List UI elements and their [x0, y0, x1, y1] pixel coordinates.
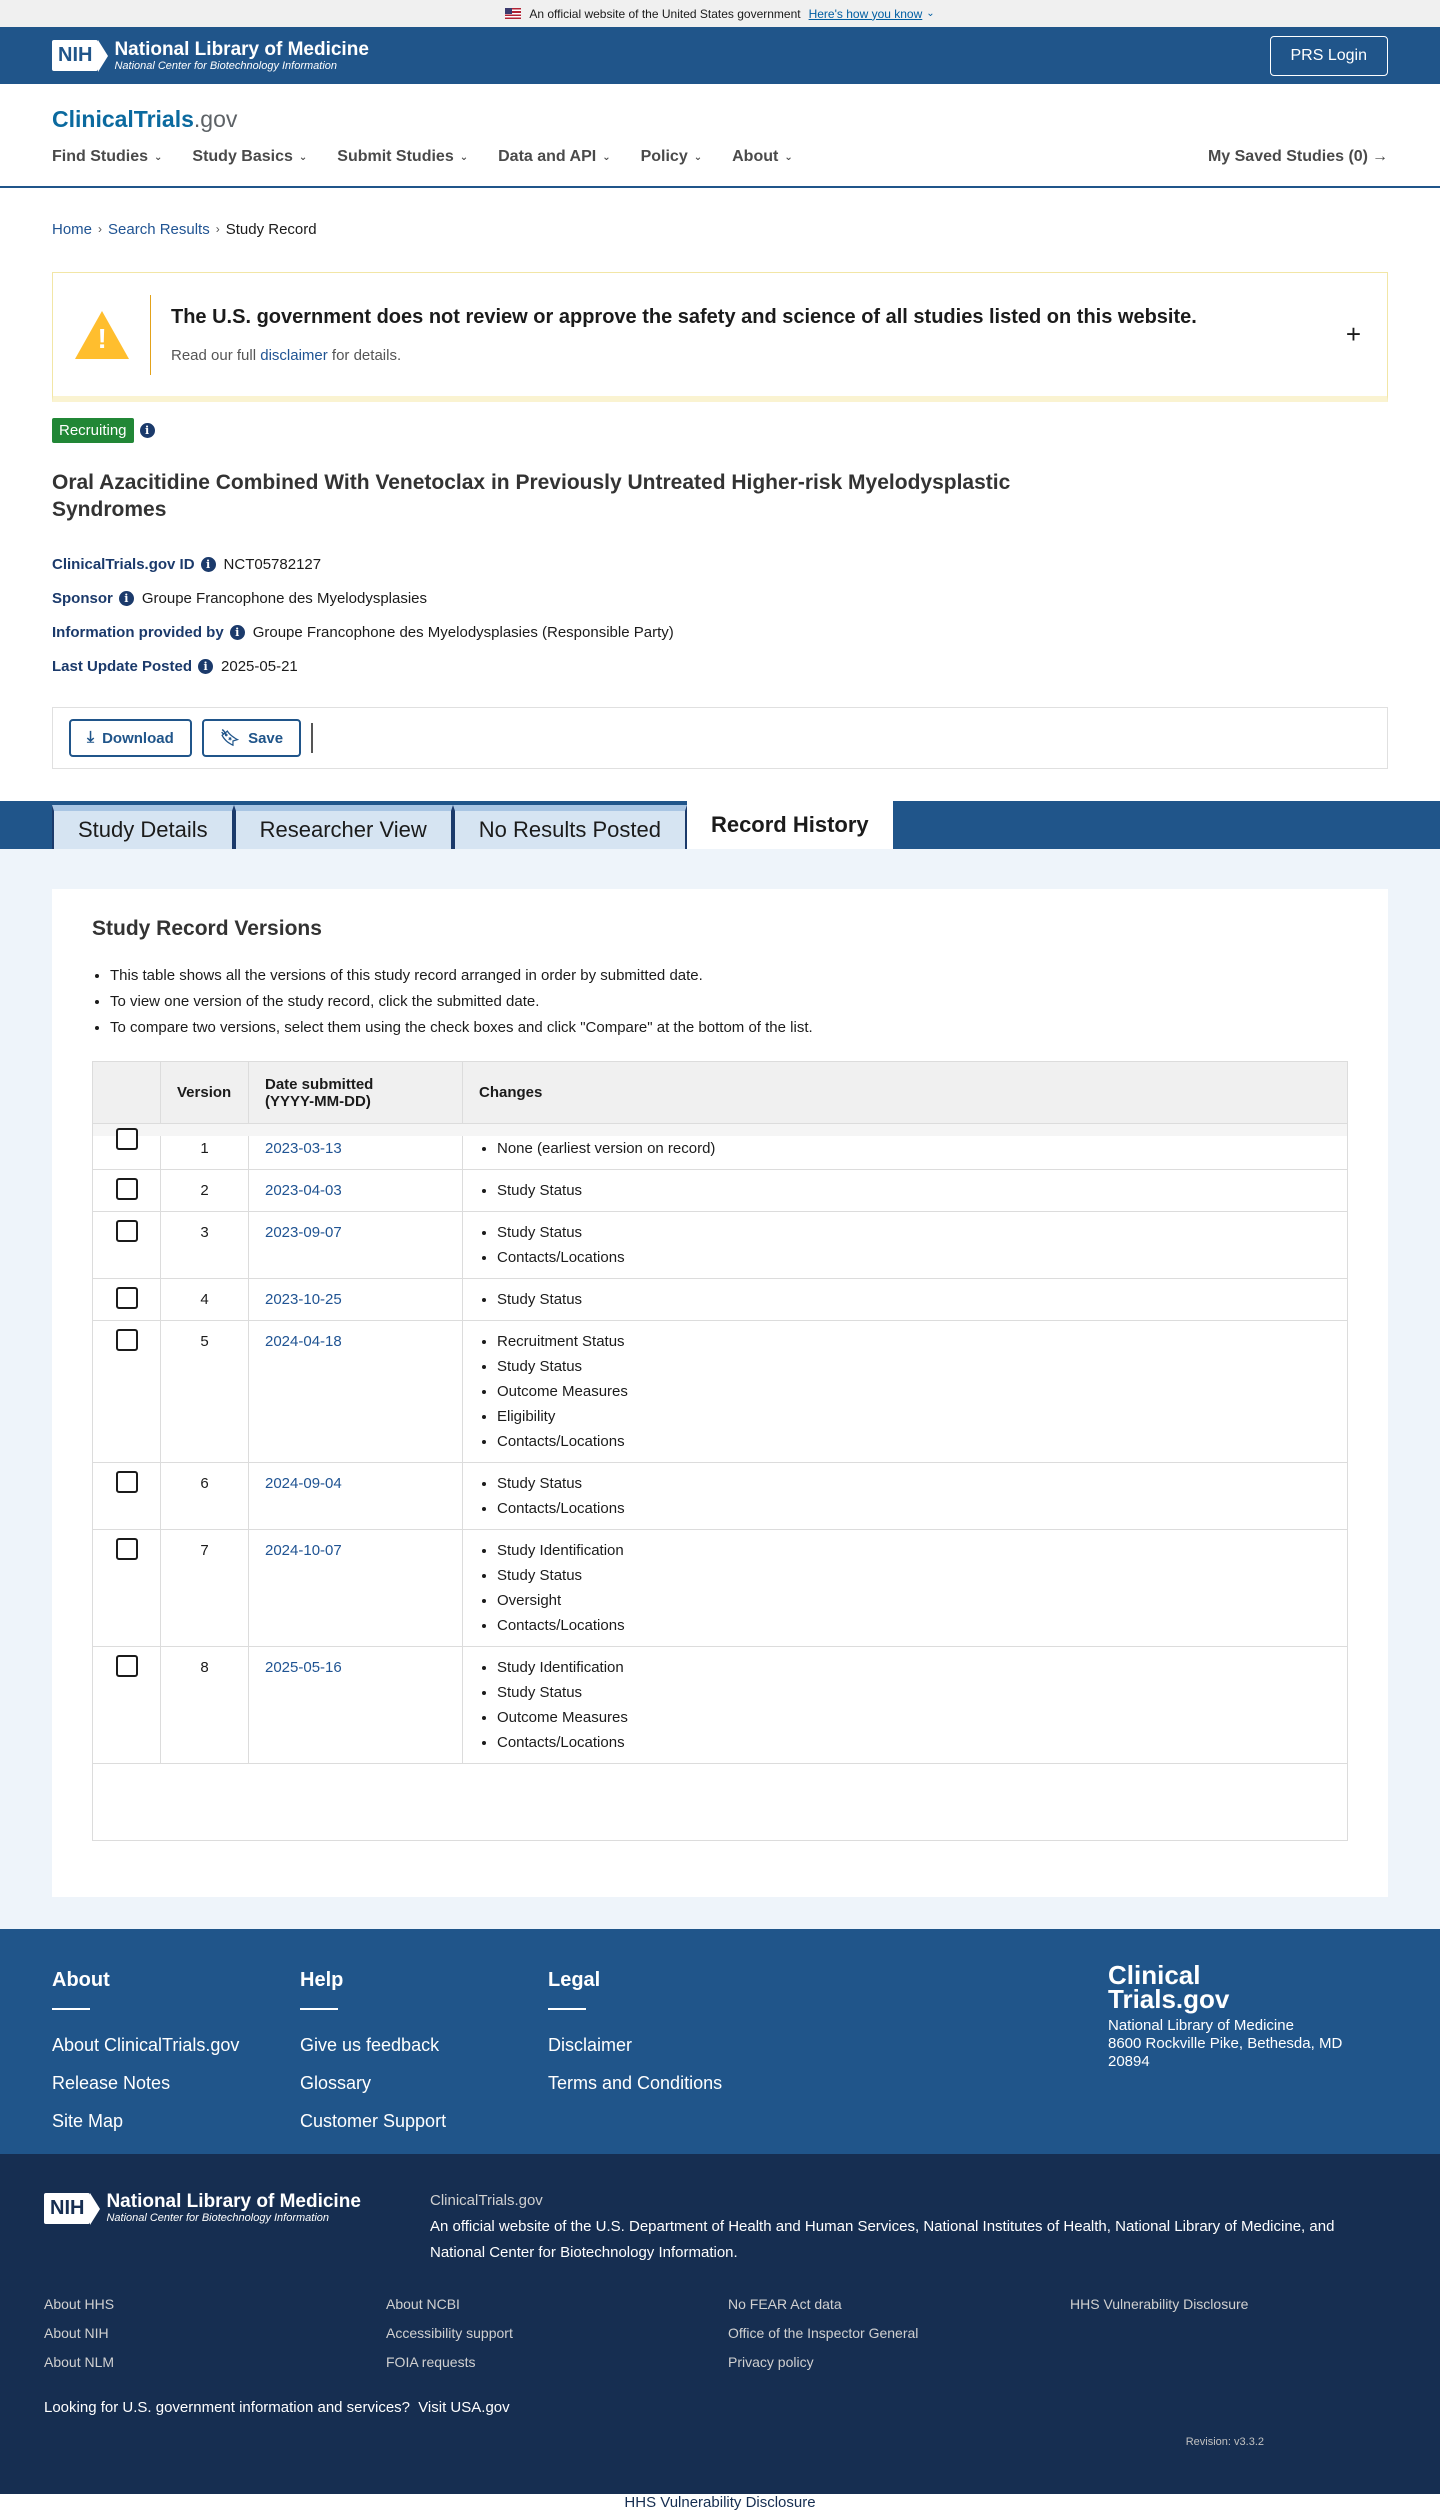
footer-link[interactable]: Office of the Inspector General	[728, 2325, 919, 2341]
change-item: • Study Status	[497, 1220, 1331, 1245]
sponsor-label: Sponsor	[52, 589, 113, 607]
compare-checkbox[interactable]	[116, 1128, 138, 1150]
footer-link[interactable]: About NCBI	[386, 2296, 460, 2312]
version-date-link[interactable]: 2024-04-18	[265, 1333, 342, 1350]
usa-gov-line: Looking for U.S. government information and services? Visit USA.gov	[44, 2399, 510, 2416]
table-row	[93, 1530, 1347, 1647]
main-nav	[52, 148, 1388, 166]
disclaimer-subtext: Read our full disclaimer for details.	[171, 346, 402, 364]
nav-about[interactable]: About ⌄	[732, 148, 793, 165]
footer-link[interactable]: Privacy policy	[728, 2354, 814, 2370]
breadcrumb-search-results[interactable]: Search Results	[108, 220, 210, 238]
col-date-submitted: Date submitted (YYYY-MM-DD)	[249, 1062, 463, 1123]
version-number: 3	[161, 1212, 249, 1278]
footer-link[interactable]: About NIH	[44, 2325, 109, 2341]
change-item: • Outcome Measures	[497, 1705, 1331, 1730]
nlm-footer-logo[interactable]	[44, 2188, 430, 2228]
my-saved-studies-link[interactable]: My Saved Studies (0) →	[1207, 148, 1388, 165]
footer-logo-line2: Trials.gov	[1108, 1984, 1230, 2014]
compare-checkbox[interactable]	[116, 1287, 138, 1309]
change-item: • Oversight	[497, 1588, 1331, 1613]
change-item: • Study Status	[497, 1680, 1331, 1705]
table-row	[93, 1212, 1347, 1279]
nav-submit-studies[interactable]: Submit Studies ⌄	[337, 148, 469, 165]
nlm-link[interactable]: National Library of Medicine	[1115, 2218, 1302, 2235]
chevron-down-icon: ⌄	[602, 151, 611, 163]
version-date-link[interactable]: 2023-04-03	[265, 1182, 342, 1199]
versions-notes	[92, 963, 1348, 1041]
footer-link[interactable]: About ClinicalTrials.gov	[52, 2035, 240, 2055]
nih-header	[0, 27, 1440, 84]
changes-list	[497, 1287, 1331, 1312]
disclaimer-alert	[52, 272, 1388, 402]
last-update-value: 2025-05-21	[221, 657, 298, 675]
footer-link[interactable]: Terms and Conditions	[548, 2073, 723, 2093]
footer-link[interactable]: No FEAR Act data	[728, 2296, 842, 2312]
table-row	[93, 1136, 1347, 1170]
info-icon[interactable]: i	[201, 557, 216, 572]
versions-table	[92, 1061, 1348, 1841]
site-header	[0, 84, 1440, 188]
footer-link[interactable]: Glossary	[300, 2073, 372, 2093]
change-item: • Contacts/Locations	[497, 1613, 1331, 1638]
hhs-vulnerability-link[interactable]: HHS Vulnerability Disclosure	[624, 2494, 816, 2511]
clinicaltrials-logo[interactable]	[52, 106, 237, 133]
footer-about-title: About	[52, 1969, 110, 1991]
table-row	[93, 1279, 1347, 1321]
visit-usa-gov-link[interactable]: Visit USA.gov	[418, 2399, 510, 2416]
footer-link[interactable]: Give us feedback	[300, 2035, 440, 2055]
logo-main-text: ClinicalTrials	[52, 106, 194, 132]
note-item: • To compare two versions, select them using the check boxes and click "Compare" at the bottom of the list.	[110, 1015, 1348, 1041]
breadcrumb-home[interactable]: Home	[52, 220, 93, 238]
compare-checkbox[interactable]	[116, 1220, 138, 1242]
version-date-link[interactable]: 2024-10-07	[265, 1542, 342, 1559]
chevron-down-icon: ⌄	[926, 8, 935, 19]
version-number: 7	[161, 1530, 249, 1646]
change-item: • None (earliest version on record)	[497, 1136, 1331, 1161]
nih-logo-box: NIH	[52, 40, 98, 71]
bookmark-icon: 🔖︎	[219, 730, 241, 747]
disclaimer-title: The U.S. government does not review or approve the safety and science of all studies listed on this website.	[171, 305, 1197, 328]
footer-link[interactable]: About HHS	[44, 2296, 115, 2312]
changes-list	[497, 1178, 1331, 1203]
ncbi-link[interactable]: National Center for Biotechnology Information	[430, 2244, 734, 2261]
tab-no-results-posted[interactable]: No Results Posted	[453, 805, 687, 849]
nlm-title: National Library of Medicine	[114, 38, 369, 60]
version-date-link[interactable]: 2023-03-13	[265, 1140, 342, 1157]
table-row	[93, 1170, 1347, 1212]
version-number: 8	[161, 1647, 249, 1763]
nav-study-basics[interactable]: Study Basics ⌄	[192, 148, 308, 165]
changes-list	[497, 1329, 1331, 1454]
change-item: • Contacts/Locations	[497, 1730, 1331, 1755]
change-item: • Recruitment Status	[497, 1329, 1331, 1354]
logo-suffix-text: .gov	[193, 106, 238, 132]
footer-link[interactable]: HHS Vulnerability Disclosure	[1070, 2296, 1249, 2312]
nlm-logo[interactable]	[52, 40, 369, 72]
revision-text: Revision: v3.3.2	[1185, 2436, 1264, 2448]
save-button[interactable]: 🔖︎ Save	[202, 719, 301, 757]
study-tabs	[0, 801, 1440, 849]
versions-heading: Study Record Versions	[92, 917, 322, 940]
ncbi-subtitle: National Center for Biotechnology Information	[114, 59, 338, 72]
footer-link[interactable]: About NLM	[44, 2354, 115, 2370]
info-icon[interactable]: i	[230, 625, 245, 640]
ncbi-subtitle: National Center for Biotechnology Information	[106, 2212, 330, 2224]
gov-banner-text: An official website of the United States government	[529, 6, 801, 21]
change-item: • Study Identification	[497, 1655, 1331, 1680]
provider-label: Information provided by	[52, 623, 224, 641]
change-item: • Study Status	[497, 1287, 1331, 1312]
change-item: • Contacts/Locations	[497, 1496, 1331, 1521]
disclaimer-link[interactable]: disclaimer	[260, 346, 328, 364]
footer-legal-title: Legal	[548, 1969, 601, 1991]
compare-checkbox[interactable]	[116, 1471, 138, 1493]
col-version: Version	[161, 1062, 249, 1123]
change-item: • Contacts/Locations	[497, 1245, 1331, 1270]
divider	[311, 723, 313, 753]
footer-about	[52, 1969, 300, 2154]
footer-bottom	[0, 2154, 1440, 2494]
compare-checkbox[interactable]	[116, 1178, 138, 1200]
version-date-link[interactable]: 2024-09-04	[265, 1475, 342, 1492]
footer	[0, 1929, 1440, 2154]
table-row	[93, 1647, 1347, 1764]
change-item: • Contacts/Locations	[497, 1429, 1331, 1454]
tab-record-history[interactable]: Record History	[687, 801, 893, 849]
chevron-down-icon: ⌄	[154, 151, 163, 163]
change-item: • Study Status	[497, 1178, 1331, 1203]
compare-checkbox[interactable]	[116, 1655, 138, 1677]
chevron-down-icon: ⌄	[693, 151, 703, 163]
download-button[interactable]: ⤓ Download	[69, 719, 192, 757]
footer-legal	[548, 1969, 796, 2154]
footer-help-title: Help	[300, 1969, 344, 1991]
us-flag-icon	[505, 8, 521, 19]
nav-data-and-api[interactable]: Data and API ⌄	[498, 148, 611, 165]
change-item: • Outcome Measures	[497, 1379, 1331, 1404]
change-item: • Study Status	[497, 1354, 1331, 1379]
version-number: 1	[161, 1136, 249, 1169]
changes-list	[497, 1136, 1331, 1161]
study-actions	[52, 707, 1388, 769]
table-row	[93, 1321, 1347, 1463]
chevron-right-icon: ›	[215, 222, 220, 236]
nct-id-value: NCT05782127	[223, 555, 322, 573]
change-item: • Study Status	[497, 1563, 1331, 1588]
nlm-title: National Library of Medicine	[106, 2191, 361, 2212]
table-header	[93, 1062, 1347, 1124]
last-update-label: Last Update Posted	[52, 657, 193, 675]
record-history-area	[0, 849, 1440, 1929]
compare-checkbox[interactable]	[116, 1538, 138, 1560]
col-changes: Changes	[479, 1084, 543, 1101]
chevron-right-icon: ›	[98, 222, 103, 236]
version-date-link[interactable]: 2025-05-16	[265, 1659, 342, 1676]
version-number: 4	[161, 1279, 249, 1320]
change-item: • Study Identification	[497, 1538, 1331, 1563]
footer-link[interactable]: Customer Support	[300, 2111, 447, 2131]
footer-bottom-links	[44, 2290, 1396, 2377]
provider-value: Groupe Francophone des Myelodysplasies (Responsible Party)	[252, 623, 674, 641]
footer-address	[1108, 1960, 1368, 2071]
study-title: Oral Azacitidine Combined With Venetoclax in Previously Untreated Higher-risk Myelodysplastic Syndromes	[52, 471, 1011, 521]
chevron-down-icon: ⌄	[459, 151, 469, 163]
changes-list	[497, 1220, 1331, 1270]
tab-researcher-view[interactable]: Researcher View	[234, 805, 453, 849]
footer-link[interactable]: Site Map	[52, 2111, 124, 2131]
table-row	[93, 1463, 1347, 1530]
nav-policy[interactable]: Policy ⌄	[640, 148, 703, 165]
version-date-link[interactable]: 2023-10-25	[265, 1291, 342, 1308]
note-item: • This table shows all the versions of this study record arranged in order by submitted date.	[110, 963, 1348, 989]
breadcrumb	[0, 188, 1440, 248]
heres-how-you-know-link[interactable]: Here's how you know	[808, 6, 923, 21]
footer-logo-line1: Clinical	[1108, 1960, 1201, 1990]
changes-list	[497, 1538, 1331, 1638]
breadcrumb-current: Study Record	[225, 220, 317, 238]
version-number: 2	[161, 1170, 249, 1211]
study-info	[0, 402, 1440, 683]
chevron-down-icon: ⌄	[784, 151, 793, 163]
versions-card	[52, 889, 1388, 1897]
warning-icon: !	[53, 295, 151, 375]
status-badge: Recruiting	[52, 418, 134, 443]
info-icon[interactable]: i	[119, 591, 134, 606]
final-footer	[0, 2494, 1440, 2512]
change-item: • Study Status	[497, 1471, 1331, 1496]
footer-link[interactable]: Disclaimer	[548, 2035, 633, 2055]
info-icon[interactable]: i	[140, 423, 155, 438]
prs-login-button[interactable]: PRS Login	[1270, 36, 1389, 76]
nih-link[interactable]: National Institutes of Health	[923, 2218, 1107, 2235]
changes-list	[497, 1471, 1331, 1521]
nav-find-studies[interactable]: Find Studies ⌄	[52, 148, 163, 165]
arrow-right-icon: →	[1372, 148, 1388, 165]
download-icon: ⤓	[87, 729, 95, 746]
footer-address-org: National Library of Medicine	[1108, 2017, 1294, 2034]
footer-link[interactable]: FOIA requests	[386, 2354, 476, 2370]
official-website-text: ClinicalTrials.gov An official website of the U.S. Department of Health and Human Services, National Institutes of Health, National Library of Medicine, and National Center for Biotechnology Information.	[430, 2192, 1335, 2261]
info-icon[interactable]: i	[198, 659, 213, 674]
change-item: • Eligibility	[497, 1404, 1331, 1429]
sponsor-value: Groupe Francophone des Myelodysplasies	[141, 589, 428, 607]
changes-list	[497, 1655, 1331, 1755]
footer-address-street: 8600 Rockville Pike, Bethesda, MD 20894	[1108, 2035, 1343, 2070]
hhs-link[interactable]: U.S. Department of Health and Human Services	[595, 2218, 915, 2235]
nct-id-label: ClinicalTrials.gov ID	[52, 555, 195, 573]
tab-study-details[interactable]: Study Details	[52, 805, 234, 849]
footer-link[interactable]: Accessibility support	[386, 2325, 513, 2341]
compare-checkbox[interactable]	[116, 1329, 138, 1351]
version-number: 6	[161, 1463, 249, 1529]
nih-logo-box: NIH	[44, 2193, 90, 2224]
note-item: • To view one version of the study record, click the submitted date.	[110, 989, 1348, 1015]
expand-plus-icon[interactable]: +	[1345, 319, 1361, 349]
footer-link[interactable]: Release Notes	[52, 2073, 171, 2093]
version-date-link[interactable]: 2023-09-07	[265, 1224, 342, 1241]
gov-banner	[0, 0, 1440, 27]
chevron-down-icon: ⌄	[298, 151, 308, 163]
version-number: 5	[161, 1321, 249, 1462]
footer-help	[300, 1969, 548, 2154]
